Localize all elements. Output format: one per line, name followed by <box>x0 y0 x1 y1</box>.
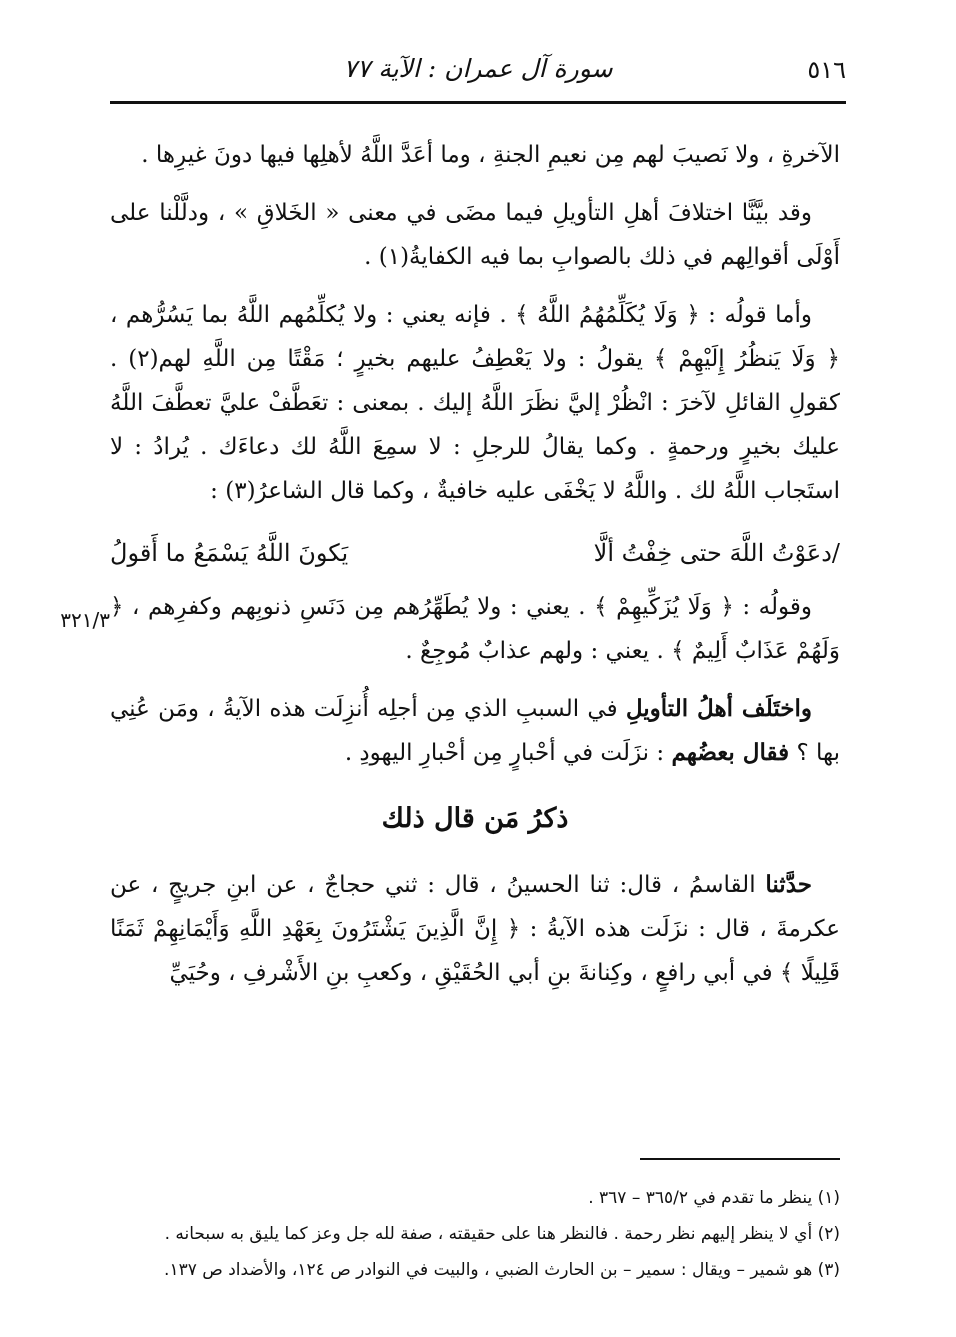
poetry-verse <box>110 527 840 579</box>
header-rule <box>110 101 846 104</box>
paragraph <box>110 687 840 775</box>
bold-phrase: فقال بعضُهم <box>671 739 790 766</box>
margin-reference: ٣٢١/٣ <box>60 608 110 632</box>
paragraph-text: القاسمُ ، قال: ثنا الحسينُ ، قال : ثني حجاجٌ ، عن ابنِ جريجٍ ، عن عكرمةَ ، قال : نزَلَت هذه الآيةُ : ﴿ إِنَّ الَّذِينَ يَشْتَرُونَ بِعَهْدِ اللَّهِ وَأَيْمَانِهِمْ ثَمَنًا قَلِيلًا ﴾ في أبي رافعٍ ، وكِنانةَ بنِ أبي الحُقَيْقِ ، وكعبِ بنِ الأَشْرفِ ، وحُيَيِّ <box>110 872 840 986</box>
verse-second-hemistich: يَكونَ اللَّهُ يَسْمَعُ ما أَقولُ <box>110 539 349 567</box>
footnote: (١) ينظر ما تقدم في ٣٦٥/٢ – ٣٦٧ . <box>588 1188 840 1208</box>
footnote-rule <box>640 1158 840 1160</box>
paragraph: وأما قولُه : ﴿ وَلَا يُكَلِّمُهُمُ اللَّهُ ﴾ . فإنه يعني : ولا يُكلِّمُهم اللَّهُ بما يَسُرُّهم ، ﴿ وَلَا يَنظُرُ إِلَيْهِمْ ﴾ يقولُ : ولا يَعْطِفُ عليهم بخيرٍ ؛ مَقْتًا مِن اللَّهِ لهم(٢) . كقولِ القائلِ لآخرَ : انْظُرْ إليَّ نظَرَ اللَّهُ إليك . بمعنى : تعَطَّفْ عليَّ تعطَّفَ اللَّهُ عليك بخيرٍ ورحمةٍ . وكما يقالُ للرجلِ : لا سمِعَ اللَّهُ لك دعاءَك . يُرادُ : لا استَجاب اللَّهُ لك . واللَّهُ لا يَخْفَى عليه خافيةٌ ، وكما قال الشاعرُ(٣) : <box>110 302 840 504</box>
section-heading: ذكرُ مَن قال ذلك <box>381 803 569 834</box>
bold-phrase: واختَلَف أهلُ التأويلِ <box>625 695 813 722</box>
main-text <box>110 133 840 1009</box>
page-number: ٥١٦ <box>807 56 846 84</box>
footnote: (٢) أي لا ينظر إليهم نظر رحمة . فالنظر هنا على حقيقته ، صفة لله جل وعز كما يليق به سبحانه . <box>164 1224 840 1244</box>
paragraph-text: في السببِ الذي مِن أجلِه أُنزِلَت هذه الآيةُ ، ومَن عُنِي بها ؟ <box>110 696 840 766</box>
page-header <box>110 48 846 98</box>
paragraph-text: : نزَلَت في أحْبارٍ مِن أحْبارِ اليهودِ . <box>344 740 672 766</box>
paragraph: وقولُه : ﴿ وَلَا يُزَكِّيهِمْ ﴾ . يعني : ولا يُطَهِّرُهم مِن دَنَسِ ذنوبِهم وكفرِهم ، ﴿ وَلَهُمْ عَذَابٌ أَلِيمٌ ﴾ . يعني : ولهم عذابٌ مُوجِعٌ . <box>110 594 840 664</box>
footnotes <box>110 1180 840 1288</box>
bold-phrase: حدَّثنا <box>765 871 812 898</box>
running-head: سورة آل عمران : الآية ٧٧ <box>343 54 613 83</box>
paragraph <box>110 863 840 995</box>
footnote: (٣) هو شمير – ويقال : سمير – بن الحارث الضبي ، والبيت في النوادر ص ١٢٤، والأضداد ص ١٣٧. <box>164 1260 840 1280</box>
paragraph: وقد بيَّنَّا اختلافَ أهلِ التأويلِ فيما مضَى في معنى « الخَلاقِ » ، ودلَّلْنا على أَوْلَى أقوالِهم في ذلك بالصوابِ بما فيه الكفايةُ(١) . <box>110 200 840 270</box>
paragraph: الآخرةِ ، ولا نَصيبَ لهم مِن نعيمِ الجنةِ ، وما أعَدَّ اللَّهُ لأهلِها فيها دونَ غيرِها . <box>141 142 840 168</box>
verse-first-hemistich: /دعَوْتُ اللَّهَ حتى خِفْتُ ألَّا <box>593 539 840 567</box>
